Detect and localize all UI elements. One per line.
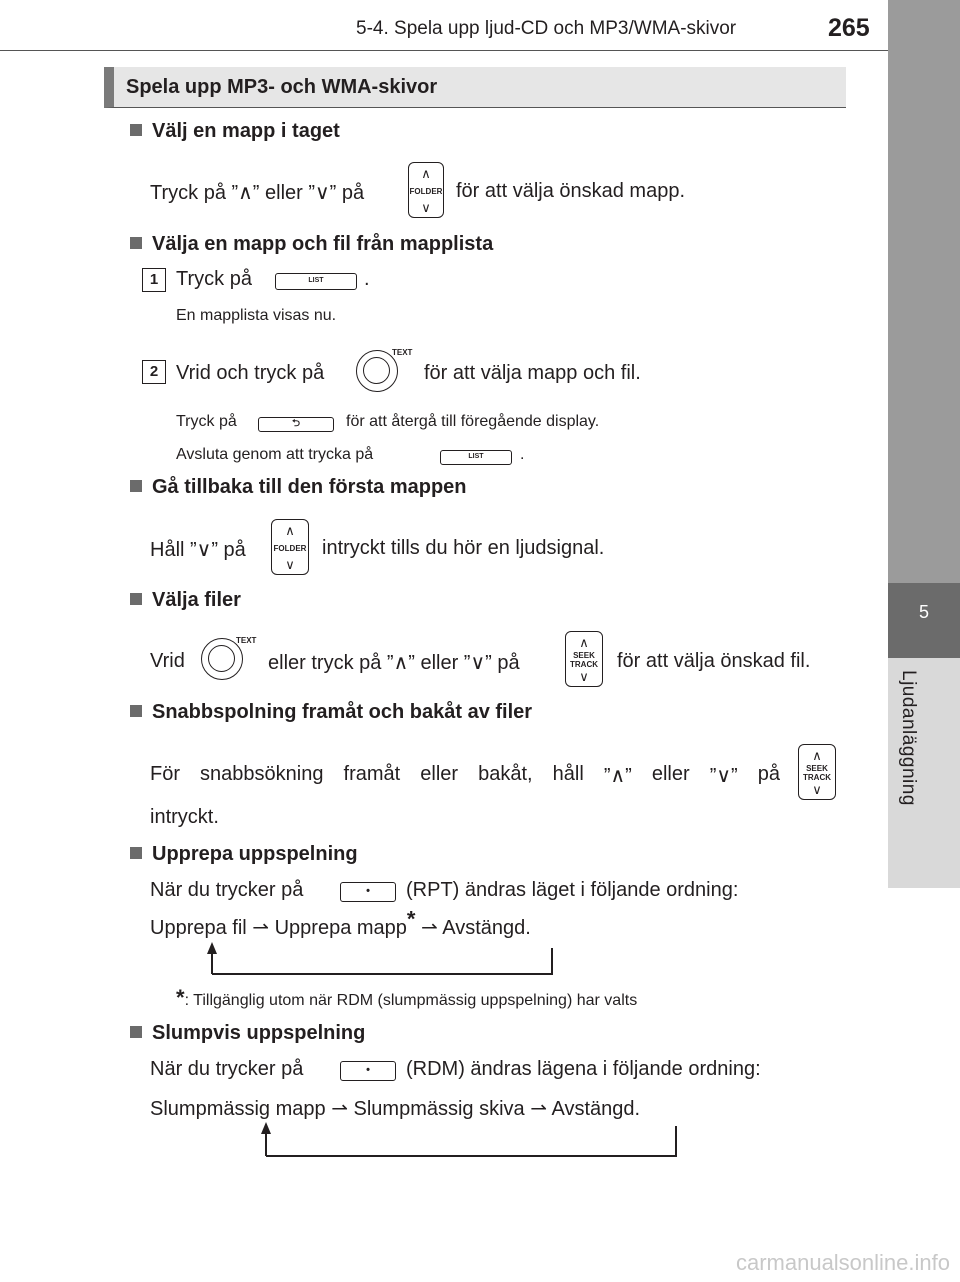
heading-select-folder: Välj en mapp i taget (130, 120, 340, 143)
repeat-sequence: Upprepa fil ⇀ Upprepa mapp* ⇀ Avstängd. (150, 906, 531, 939)
repeat-text-after: (RPT) ändras läget i följande ordning: (406, 879, 739, 901)
folder-button-icon: ∧ FOLDER ∨ (408, 162, 444, 218)
arrow-icon: ⇀ (421, 917, 438, 939)
seek-track-button-icon: ∧ SEEK TRACK ∨ (565, 631, 603, 687)
random-sequence: Slumpmässig mapp ⇀ Slumpmässig skiva ⇀ Avstängd. (150, 1098, 641, 1120)
header-divider (0, 50, 888, 51)
side-tab-background (888, 0, 960, 583)
list-button-icon: LIST (275, 273, 357, 290)
bullet-square (130, 847, 142, 859)
note2-text: Avsluta genom att trycka på (176, 446, 374, 463)
bullet-square (130, 124, 142, 136)
first-folder-instruction-end: intryckt tills du hör en ljudsignal. (322, 537, 605, 559)
watermark: carmanualsonline.info (735, 1250, 950, 1275)
bullet-square (130, 705, 142, 717)
text-knob-label: TEXT (236, 636, 257, 645)
step2-end: för att välja mapp och fil. (424, 362, 641, 384)
heading-first-folder: Gå tillbaka till den första mappen (130, 476, 467, 499)
rdm-button-icon: • (340, 1061, 396, 1081)
repeat-text-before: När du trycker på (150, 879, 304, 901)
step2-text: Vrid och tryck på (176, 362, 325, 384)
random-loop-arrow (256, 1120, 686, 1158)
repeat-loop-arrow (200, 940, 560, 976)
random-text-after: (RDM) ändras lägena i följande ordning: (406, 1058, 761, 1080)
step-number-1: 1 (142, 268, 166, 292)
list-button-icon: LIST (440, 450, 512, 465)
heading-select-files: Välja filer (130, 589, 241, 612)
step-number-2: 2 (142, 360, 166, 384)
bullet-square (130, 593, 142, 605)
repeat-footnote: *: Tillgänglig utom när RDM (slumpmässig uppspelning) har valts (176, 985, 638, 1010)
note2-end: . (520, 446, 525, 463)
heading-repeat: Upprepa uppspelning (130, 843, 358, 866)
first-folder-instruction: Håll ”∨” på (150, 539, 246, 561)
bullet-square (130, 1026, 142, 1038)
side-tab-chapter-number: 5 (888, 583, 960, 658)
heading-random: Slumpvis uppspelning (130, 1022, 365, 1045)
step1-end: . (364, 268, 370, 290)
back-button-icon: ⮌ (258, 417, 334, 432)
text-knob-label: TEXT (392, 348, 413, 357)
step1-note: En mapplista visas nu. (176, 307, 337, 324)
fast-forward-instruction: För snabbsökning framåt eller bakåt, håll ”∧” eller ”∨” på (150, 763, 780, 787)
select-files-instruction-end: för att välja önskad fil. (617, 650, 811, 672)
rpt-button-icon: • (340, 882, 396, 902)
section-title: Spela upp MP3- och WMA-skivor (104, 67, 846, 108)
heading-fast-forward: Snabbspolning framåt och bakåt av filer (130, 701, 532, 724)
note1-text: Tryck på (176, 413, 237, 430)
step1-text: Tryck på (176, 268, 252, 290)
select-files-instruction: eller tryck på ”∧” eller ”∨” på (268, 652, 520, 674)
side-tab-chapter-label: Ljudanläggning (898, 670, 919, 806)
random-text-before: När du trycker på (150, 1058, 304, 1080)
arrow-icon: ⇀ (331, 1098, 348, 1120)
select-folder-instruction: Tryck på ”∧” eller ”∨” på (150, 182, 365, 204)
bullet-square (130, 237, 142, 249)
note1-end: för att återgå till föregående display. (346, 413, 600, 430)
folder-button-icon: ∧ FOLDER ∨ (271, 519, 309, 575)
fast-forward-instruction-end: intryckt. (150, 806, 219, 828)
select-files-text-before: Vrid (150, 650, 185, 672)
page-number: 265 (828, 14, 870, 42)
arrow-icon: ⇀ (252, 917, 270, 939)
arrow-icon: ⇀ (530, 1098, 548, 1120)
bullet-square (130, 480, 142, 492)
seek-track-button-icon: ∧ SEEK TRACK ∨ (798, 744, 836, 800)
chapter-header: 5-4. Spela upp ljud-CD och MP3/WMA-skivor (356, 18, 737, 39)
heading-folder-list: Välja en mapp och fil från mapplista (130, 233, 493, 256)
select-folder-instruction-end: för att välja önskad mapp. (456, 180, 686, 202)
